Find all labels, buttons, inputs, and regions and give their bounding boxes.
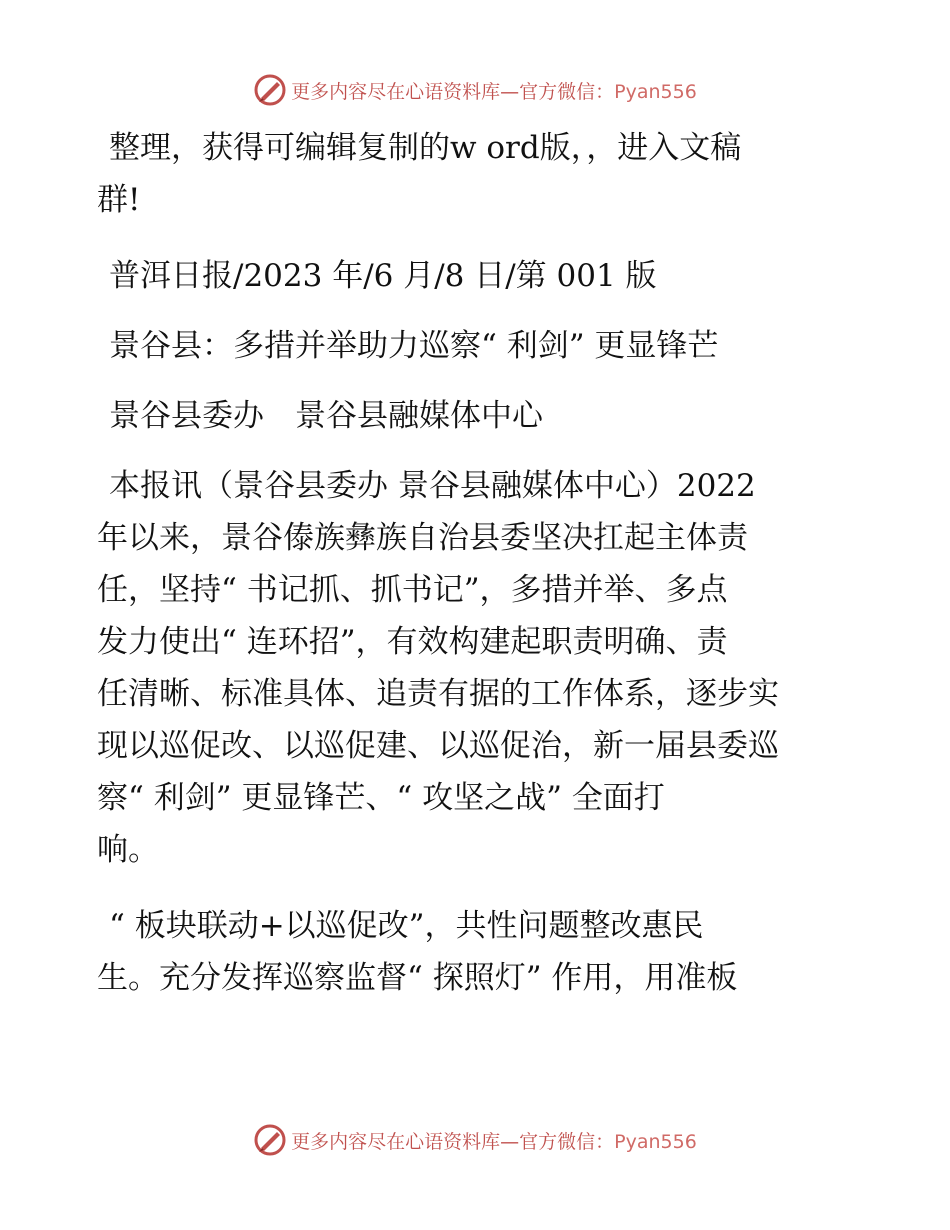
document-body [97, 122, 857, 1004]
watermark-text: 更多内容尽在心语资料库—官方微信：Pyan556 [291, 80, 697, 103]
section-heading-line: “ 板块联动+以巡促改”，共性问题整改惠民 [109, 908, 704, 944]
intro-line-2: 群! [97, 182, 141, 218]
paragraph-line: 发力使出“ 连环招”，有效构建起职责明确、责 [97, 624, 728, 660]
paragraph-line: 年以来，景谷傣族彝族自治县委坚决扛起主体责 [97, 520, 748, 556]
paragraph-line: 任，坚持“ 书记抓、抓书记”，多措并举、多点 [97, 572, 728, 608]
watermark-text: 更多内容尽在心语资料库—官方微信：Pyan556 [291, 1130, 697, 1153]
source-line: 普洱日报/2023 年/6 月/8 日/第 001 版 [109, 258, 657, 294]
article-author: 景谷县委办 景谷县融媒体中心 [109, 398, 543, 434]
quill-logo-icon [253, 1123, 287, 1157]
paragraph-line: 生。充分发挥巡察监督“ 探照灯” 作用，用准板 [97, 960, 738, 996]
paragraph-line: 察“ 利剑” 更显锋芒、“ 攻坚之战” 全面打 [97, 780, 665, 816]
footer-watermark [0, 1120, 950, 1160]
article-title: 景谷县：多措并举助力巡察“ 利剑” 更显锋芒 [109, 328, 719, 364]
paragraph-line: 任清晰、标准具体、追责有据的工作体系，逐步实 [97, 676, 779, 712]
paragraph-line: 现以巡促改、以巡促建、以巡促治，新一届县委巡 [97, 728, 779, 764]
paragraph-line: 本报讯（景谷县委办 景谷县融媒体中心）2022 [109, 468, 756, 504]
intro-line-1: 整理，获得可编辑复制的w ord版，，进入文稿 [109, 130, 742, 166]
header-watermark [0, 70, 950, 110]
quill-logo-icon [253, 73, 287, 107]
paragraph-line: 响。 [97, 832, 159, 868]
